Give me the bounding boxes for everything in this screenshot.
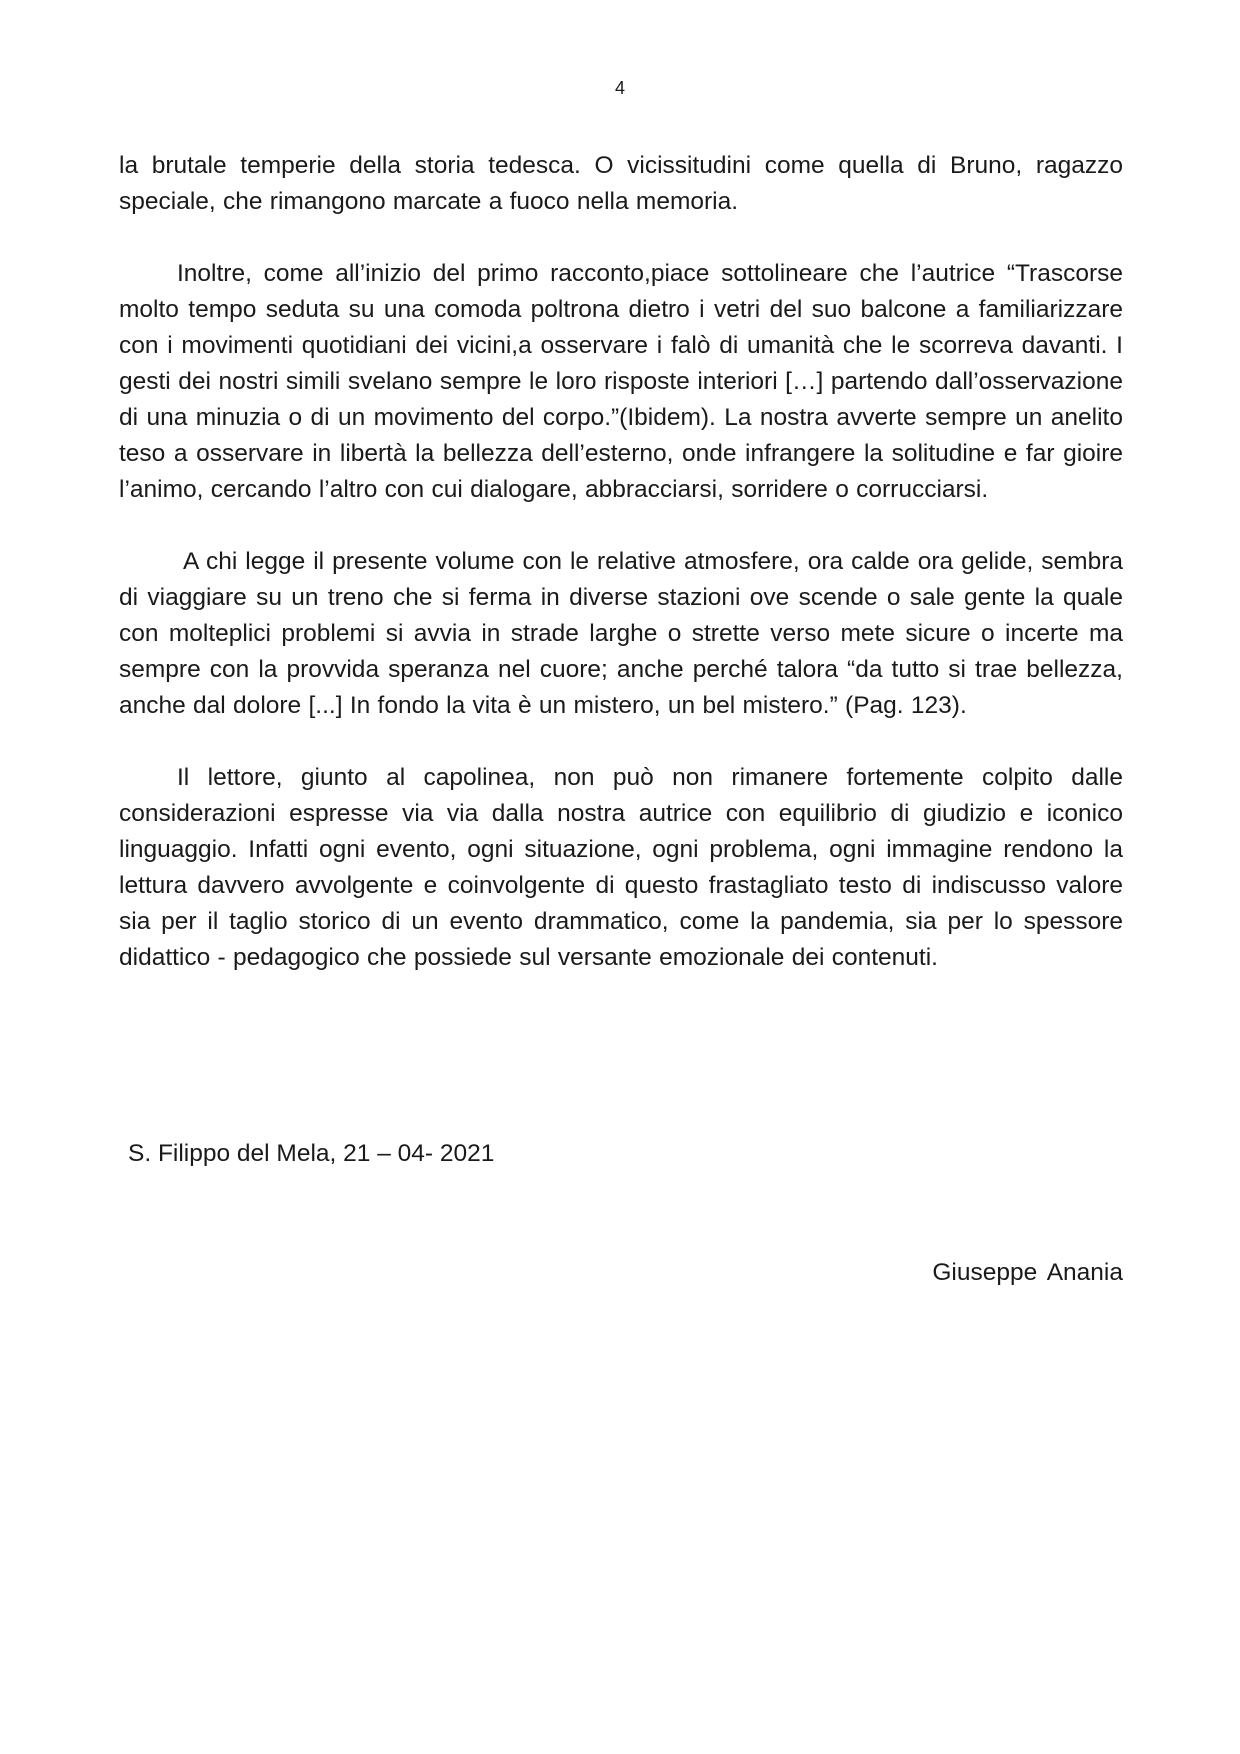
- author-signature: Giuseppe Anania: [932, 1259, 1123, 1286]
- paragraph-observation: Inoltre, come all’inizio del primo racconto,piace sottolineare che l’autrice “Trascorse molto tempo seduta su una comoda poltrona dietro i vetri del suo balcone a familiarizzare con i movimenti quotidiani dei vicini,a osservare i falò di umanità che le scorreva davanti. I gesti dei nostri simili svelano sempre le loro risposte interiori […] partendo dall’osservazione di una minuzia o di un movimento del corpo.”(Ibidem). La nostra avverte sempre un anelito teso a osservare in libertà la bellezza dell’esterno, onde infrangere la solitudine e far gioire l’animo, cercando l’altro con cui dialogare, abbracciarsi, sorridere o corrucciarsi.: [119, 260, 1123, 503]
- place-date: S. Filippo del Mela, 21 – 04- 2021: [128, 1140, 495, 1167]
- body-text: [119, 148, 1123, 976]
- paragraph-train-metaphor: A chi legge il presente volume con le relative atmosfere, ora calde ora gelide, sembra di viaggiare su un treno che si ferma in diverse stazioni ove scende o sale gente la quale con molteplici problemi si avvia in strade larghe o strette verso mete sicure o incerte ma sempre con la provvida speranza nel cuore; anche perché talora “da tutto si trae bellezza, anche dal dolore [...] In fondo la vita è un mistero, un bel mistero.” (Pag. 123).: [119, 548, 1123, 719]
- paragraph-conclusion: Il lettore, giunto al capolinea, non può non rimanere fortemente colpito dalle considerazioni espresse via via dalla nostra autrice con equilibrio di giudizio e iconico linguaggio. Infatti ogni evento, ogni situazione, ogni problema, ogni immagine rendono la lettura davvero avvolgente e coinvolgente di questo frastagliato testo di indiscusso valore sia per il taglio storico di un evento drammatico, come la pandemia, sia per lo spessore didattico - pedagogico che possiede sul versante emozionale dei contenuti.: [119, 764, 1123, 971]
- page-number: 4: [614, 78, 625, 98]
- paragraph-continuation: la brutale temperie della storia tedesca. O vicissitudini come quella di Bruno, ragazzo speciale, che rimangono marcate a fuoco nella memoria.: [119, 152, 1123, 215]
